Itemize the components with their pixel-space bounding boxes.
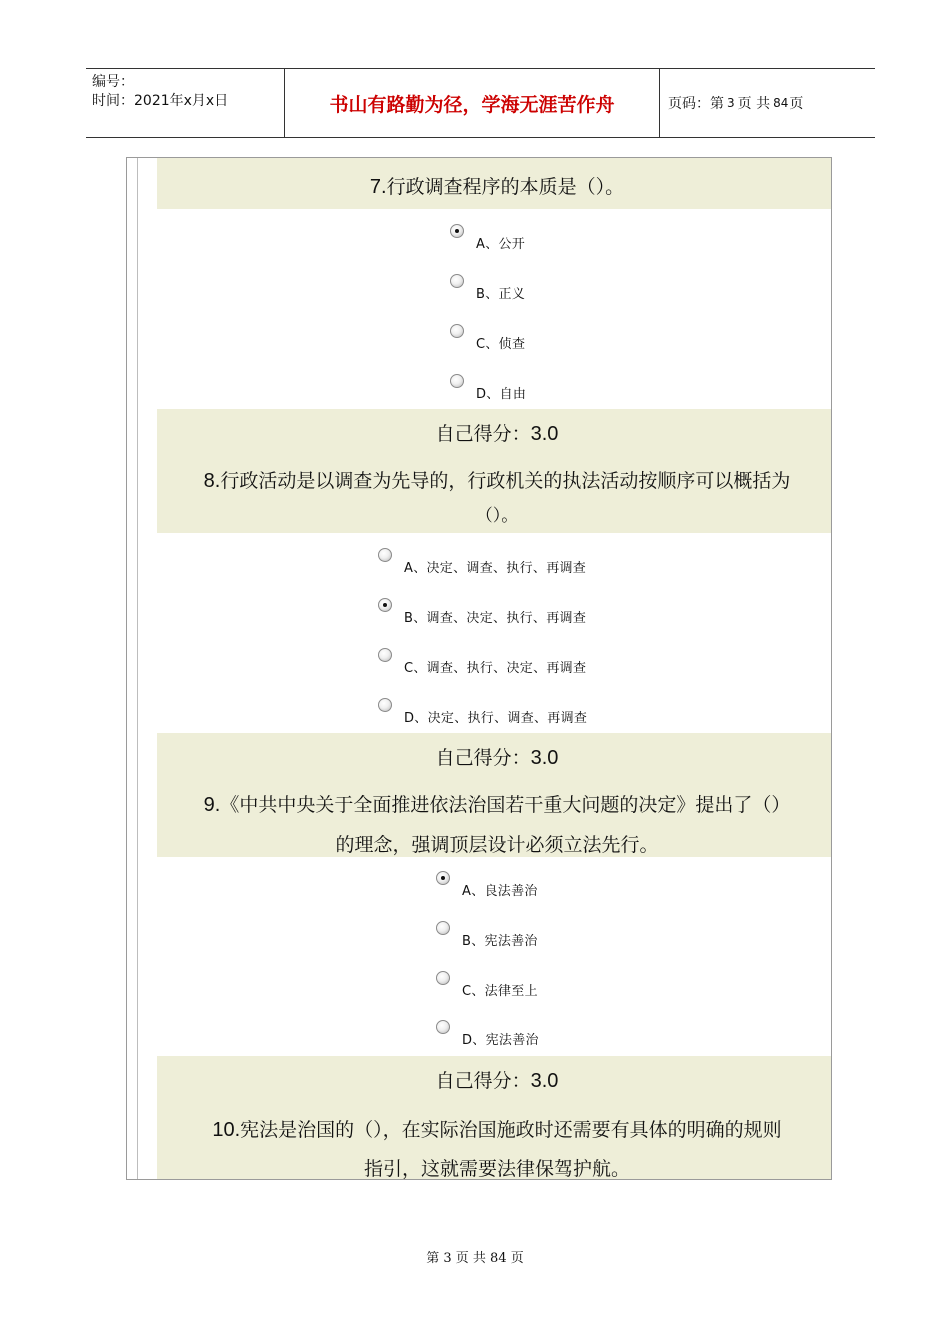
- radio-button[interactable]: [378, 648, 392, 662]
- quiz-content: [137, 158, 828, 1179]
- option-label: B、调查、决定、执行、再调查: [404, 611, 587, 626]
- question-number: 9.: [203, 794, 221, 816]
- radio-button[interactable]: [450, 274, 464, 288]
- number-label: 编号：: [92, 74, 134, 90]
- option[interactable]: [436, 971, 538, 999]
- page-label: 页码：第: [668, 96, 724, 112]
- radio-button[interactable]: [450, 324, 464, 338]
- score: 自己得分：3.0: [435, 747, 559, 769]
- question-10-text: 10.宪法是治国的（），在实际治国施政时还需要有具体的明确的规则: [212, 1119, 782, 1141]
- score-value: 3.0: [530, 423, 559, 445]
- score: 自己得分：3.0: [435, 1070, 559, 1092]
- quiz-frame: [126, 157, 832, 1180]
- option[interactable]: [378, 548, 587, 576]
- page-number: 3: [727, 96, 735, 110]
- option[interactable]: [378, 598, 587, 626]
- option-label: B、宪法善治: [462, 934, 538, 949]
- radio-button[interactable]: [450, 374, 464, 388]
- option-label: D、自由: [476, 387, 527, 402]
- page-total: 84: [773, 96, 789, 110]
- page-header: [86, 68, 875, 138]
- question-9-text: 9.《中共中央关于全面推进依法治国若干重大问题的决定》提出了（）: [203, 794, 791, 816]
- question-9-text-cont: 的理念，强调顶层设计必须立法先行。: [335, 834, 659, 856]
- header-meta: [86, 69, 285, 137]
- option-label: B、正义: [476, 287, 526, 302]
- radio-button[interactable]: [436, 971, 450, 985]
- option[interactable]: [436, 1020, 539, 1048]
- page-indicator: [660, 69, 875, 137]
- score-value: 3.0: [530, 1070, 559, 1092]
- radio-button[interactable]: [378, 698, 392, 712]
- question-8-text-cont: （）。: [475, 506, 519, 526]
- option-label: A、良法善治: [462, 884, 538, 899]
- option[interactable]: [378, 648, 587, 676]
- score: 自己得分：3.0: [435, 423, 559, 445]
- option-label: A、决定、调查、执行、再调查: [404, 561, 587, 576]
- time-label: 时间：2021年x月x日: [92, 93, 229, 109]
- radio-button[interactable]: [436, 921, 450, 935]
- option-label: D、决定、执行、调查、再调查: [404, 711, 588, 726]
- question-number: 10.: [212, 1119, 241, 1141]
- radio-button[interactable]: [450, 224, 464, 238]
- motto: 书山有路勤为径，学海无涯苦作舟: [285, 69, 660, 137]
- option-label: D、宪法善治: [462, 1033, 539, 1048]
- option-label: C、侦查: [476, 337, 526, 352]
- question-7-text: 7.行政调查程序的本质是（）。: [369, 176, 625, 198]
- option[interactable]: [450, 374, 527, 402]
- option[interactable]: [378, 698, 588, 726]
- option[interactable]: [436, 871, 538, 899]
- option-label: C、调查、执行、决定、再调查: [404, 661, 587, 676]
- page-end: 页: [789, 96, 804, 112]
- option-label: A、公开: [476, 237, 526, 252]
- option[interactable]: [450, 274, 526, 302]
- question-number: 8.: [203, 470, 221, 492]
- option[interactable]: [450, 224, 526, 252]
- radio-button[interactable]: [378, 548, 392, 562]
- option[interactable]: [436, 921, 538, 949]
- question-10-text-cont: 指引，这就需要法律保驾护航。: [363, 1158, 630, 1180]
- option[interactable]: [450, 324, 526, 352]
- radio-button[interactable]: [436, 1020, 450, 1034]
- option-label: C、法律至上: [462, 984, 538, 999]
- page-footer: 第 3 页 共 84 页: [426, 1251, 524, 1266]
- radio-button[interactable]: [378, 598, 392, 612]
- radio-button[interactable]: [436, 871, 450, 885]
- question-number: 7.: [369, 176, 387, 198]
- question-8-text: 8.行政活动是以调查为先导的，行政机关的执法活动按顺序可以概括为: [203, 470, 791, 492]
- page-mid: 页 共: [737, 96, 771, 112]
- score-value: 3.0: [530, 747, 559, 769]
